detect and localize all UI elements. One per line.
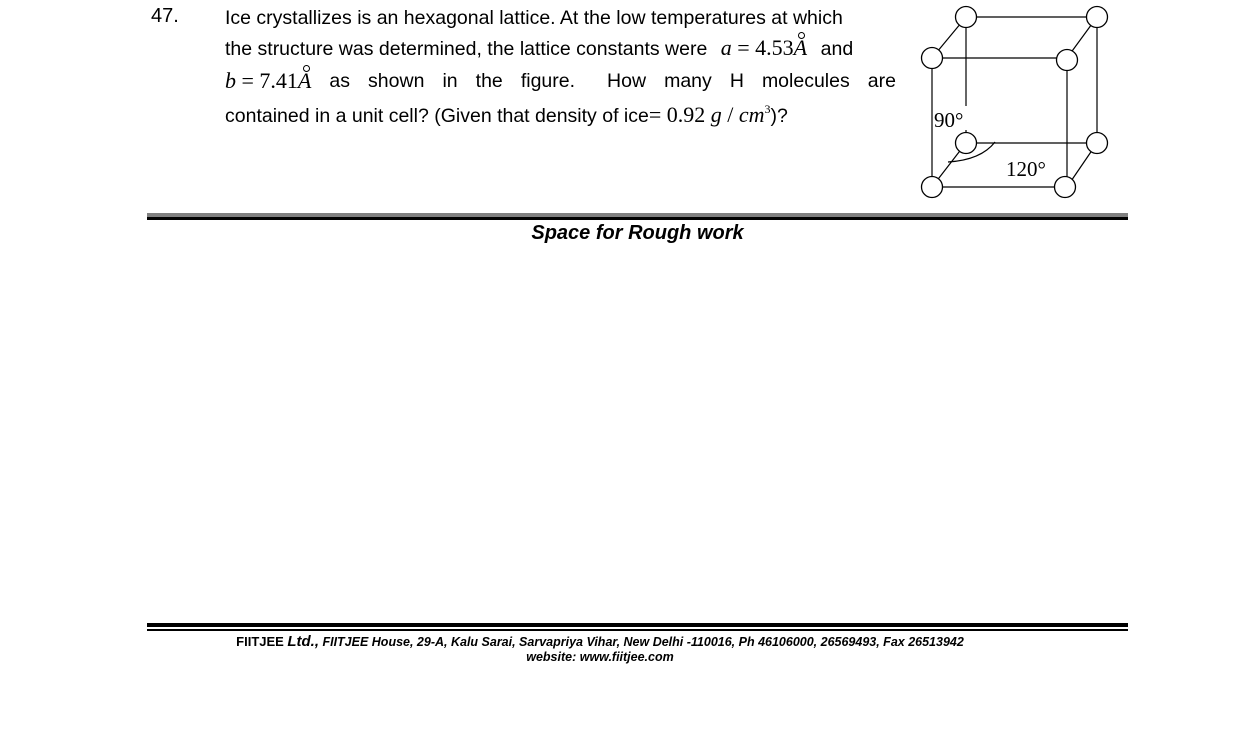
word: figure. [520,70,576,92]
lattice-constant-a: a = 4.53A [720,35,808,60]
word: shown [368,70,425,92]
word: H [729,70,744,92]
a-unit: A [793,35,808,60]
atom [956,133,977,154]
footer-ltd: Ltd., [287,633,319,650]
footer-rule [147,623,1128,627]
angle-90-label: 90° [934,108,964,132]
density-value: 0.92 [666,102,706,127]
word: the [475,70,503,92]
a-symbol: a [720,35,732,60]
atom [922,48,943,69]
angle-120-label: 120° [1006,157,1046,181]
density-unit-g: g [710,102,722,127]
lattice-constant-b: b = 7.41A [225,68,312,93]
density-expression: = 0.92 g / $cm^3$ [648,102,771,127]
atom [1055,177,1076,198]
word: How [607,70,647,92]
density-exponent: 3 [764,102,771,116]
footer-address: FIITJEE House, 29-A, Kalu Sarai, Sarvapriya Vihar, New Delhi -110016, Ph 46106000, 26569493, Fax 26513942 [322,635,964,649]
question-text-1: Ice crystallizes is an hexagonal lattice. At the low temperatures at which [225,7,843,29]
rough-work-label: Space for Rough work [531,222,744,244]
question-number: 47. [151,5,179,27]
hexagonal-unit-cell-figure [915,0,1115,205]
question-end: )? [770,105,788,127]
and-word: and [820,38,854,60]
atom [922,177,943,198]
density-unit-cm: cm [738,102,765,127]
b-unit: A [297,68,312,93]
question-text-2: the structure was determined, the lattice constants were [225,38,708,60]
atom [1087,133,1108,154]
question-line-3 [225,68,896,94]
b-symbol: b [225,68,236,93]
question-line-4 [225,102,788,131]
question-line-2 [225,35,853,62]
question-text-4: contained in a unit cell? (Given that density of ice [225,105,649,127]
atom [956,7,977,28]
a-value: 4.53 [755,35,794,60]
word: in [442,70,458,92]
footer-website: website: www.fiitjee.com [526,650,674,664]
atom [1057,50,1078,71]
footer-brand: FIITJEE [236,634,284,649]
footer [147,634,1053,665]
word: many [664,70,712,92]
word: molecules [761,70,850,92]
footer-rule [147,629,1128,631]
word: as [329,70,351,92]
question-line-1 [225,5,843,31]
word: are [867,70,896,92]
b-value: 7.41 [259,68,298,93]
separator-rule [147,217,1128,220]
atom [1087,7,1108,28]
footer-address-line [147,634,1053,650]
